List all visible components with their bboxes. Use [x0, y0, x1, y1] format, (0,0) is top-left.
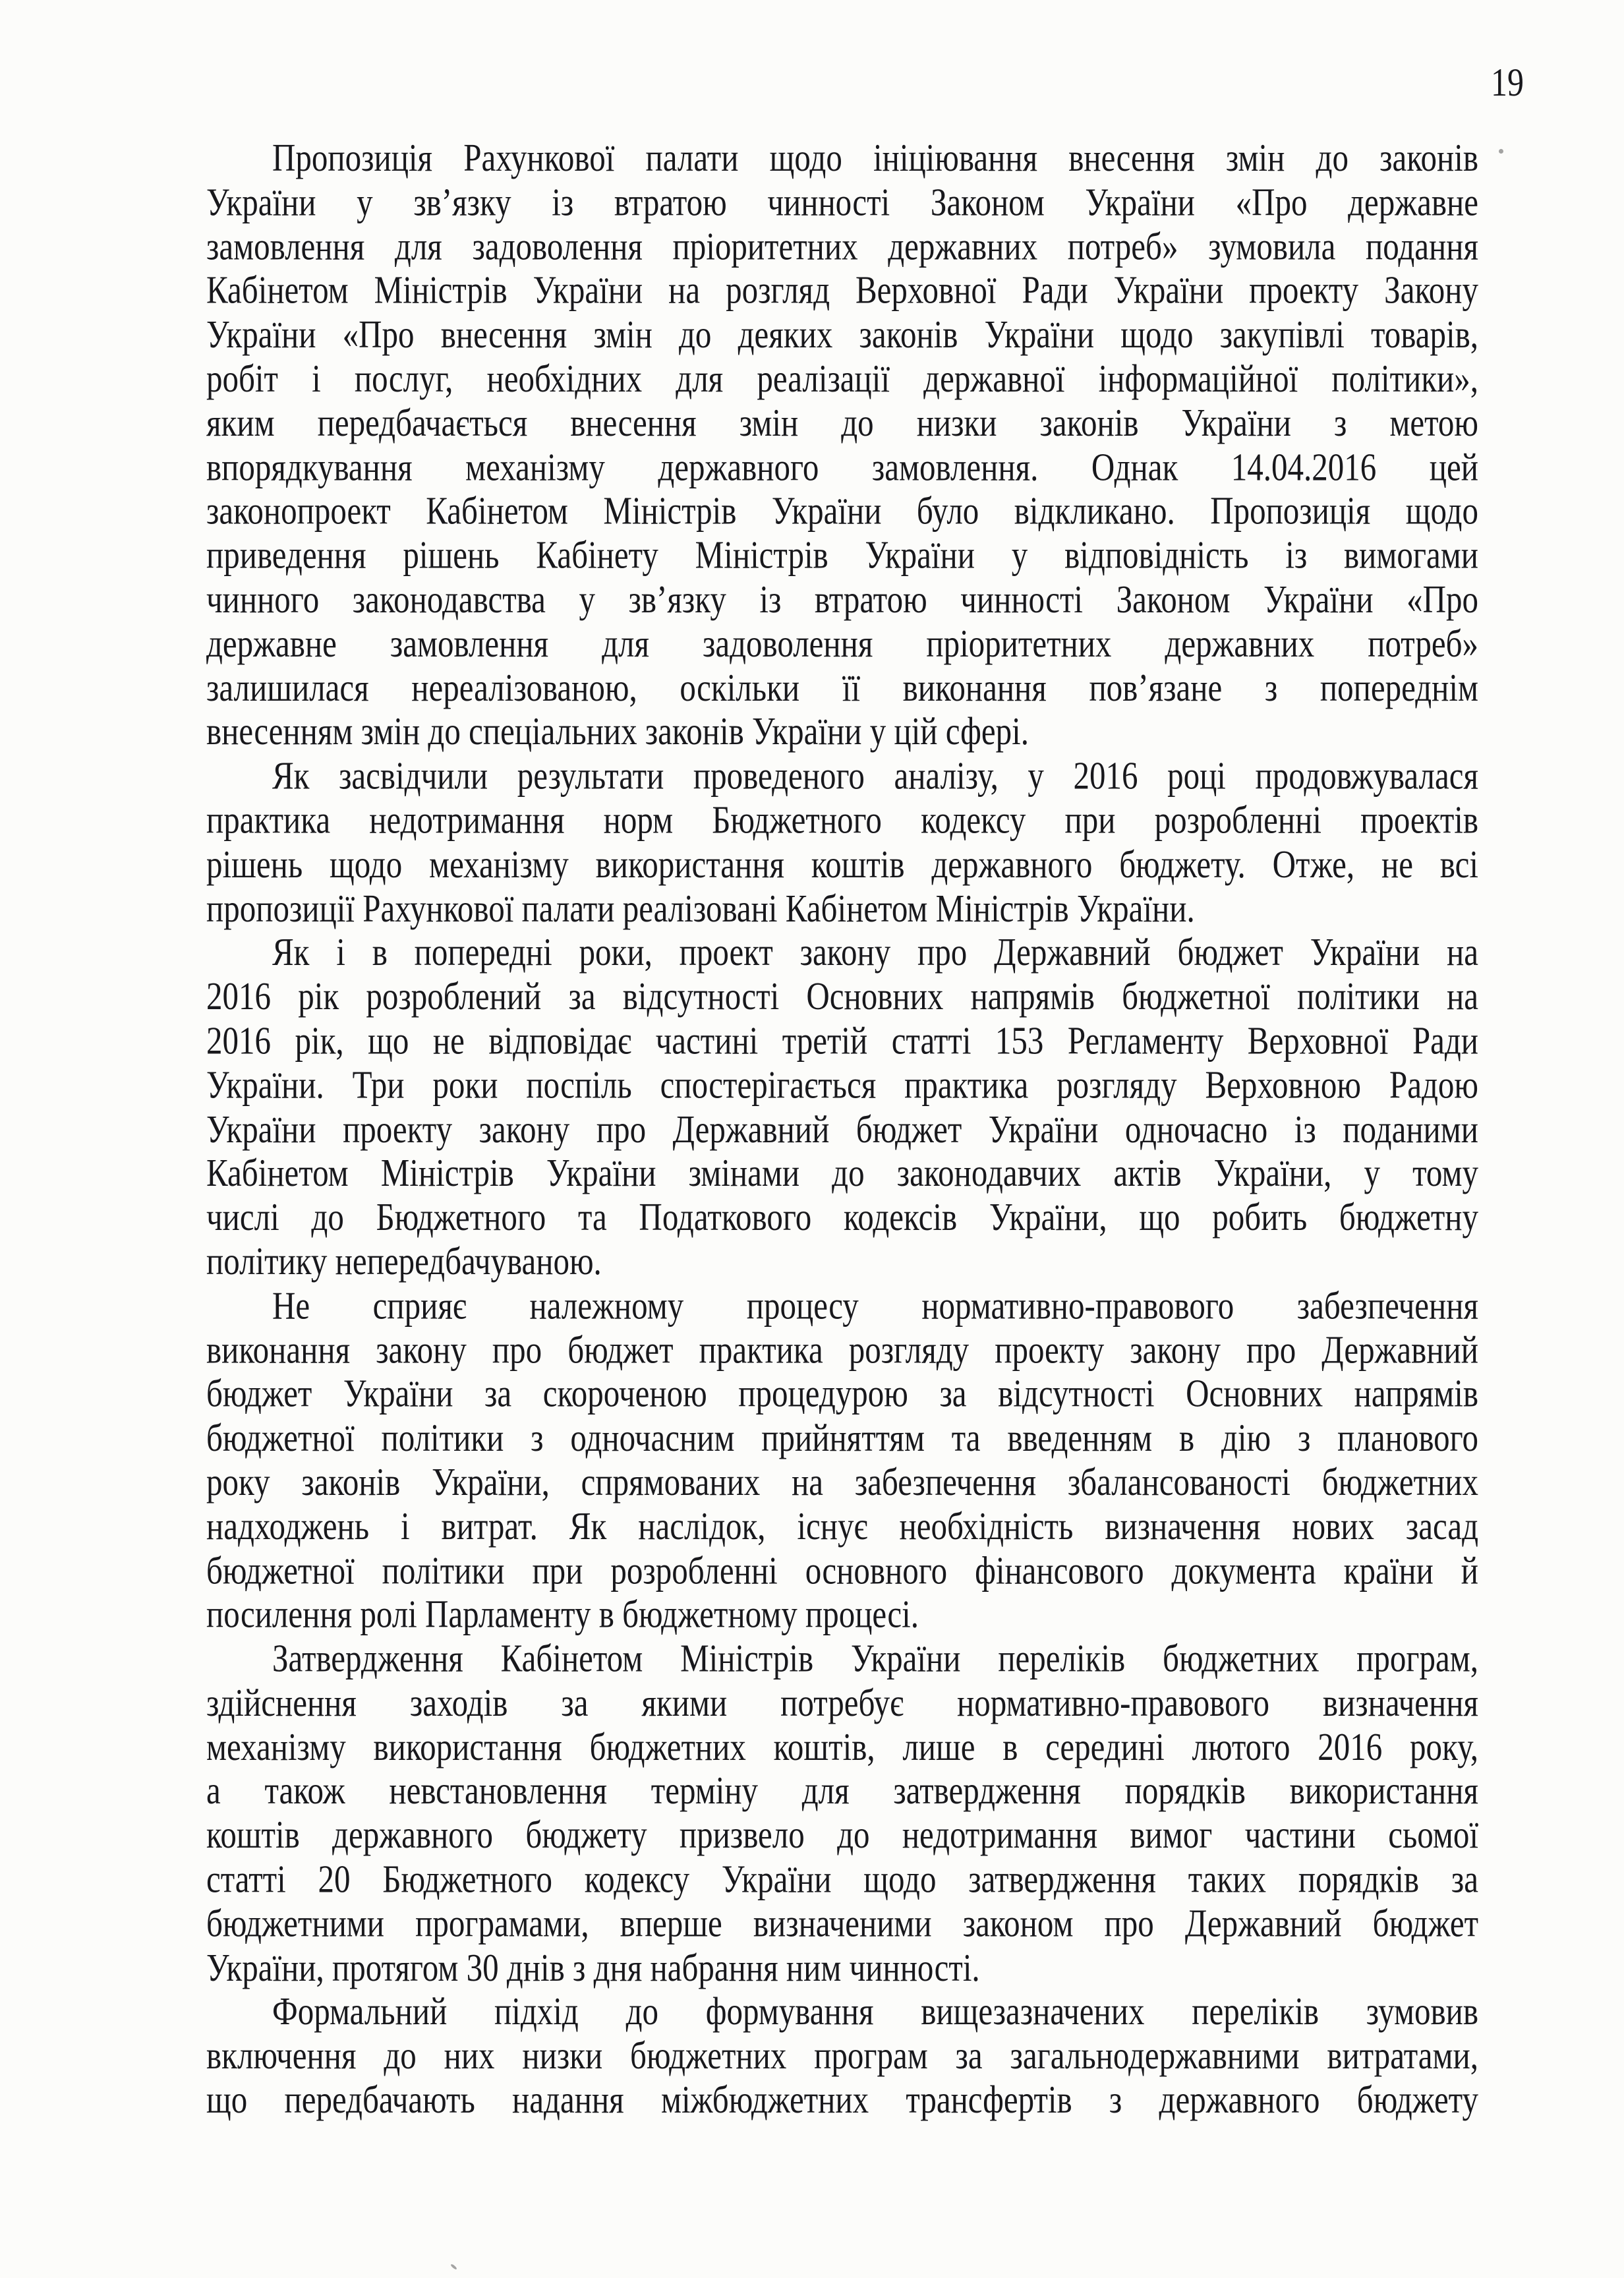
text-line: надходжень і витрат. Як наслідок, існує необхідність визначення нових засад: [206, 1504, 1478, 1548]
text-line: посилення ролі Парламенту в бюджетному процесі.: [206, 1592, 919, 1636]
text-line: бюджетної політики з одночасним прийняттям та введенням в дію з планового: [206, 1416, 1478, 1460]
paragraph: [206, 754, 1478, 931]
text-line: коштів державного бюджету призвело до недотримання вимог частини сьомої: [206, 1813, 1478, 1857]
text-line: чинного законодавства у зв’язку із втратою чинності Законом України «Про: [206, 577, 1478, 621]
text-line: бюджет України за скороченою процедурою за відсутності Основних напрямів: [206, 1372, 1478, 1416]
text-line: законопроект Кабінетом Міністрів України було відкликано. Пропозиція щодо: [206, 489, 1478, 533]
text-line: України проекту закону про Державний бюджет України одночасно із поданими: [206, 1107, 1478, 1151]
text-line: виконання закону про бюджет практика розгляду проекту закону про Державний: [206, 1328, 1478, 1372]
scan-speck: [1499, 149, 1503, 154]
scan-speck: [450, 2263, 457, 2270]
text-line: Як і в попередні роки, проект закону про Державний бюджет України на: [272, 930, 1478, 974]
text-line: 2016 рік розроблений за відсутності Основних напрямів бюджетної політики на: [206, 974, 1478, 1018]
text-line: бюджетної політики при розробленні основного фінансового документа країни й: [206, 1548, 1478, 1592]
text-line: здійснення заходів за якими потребує нормативно-правового визначення: [206, 1680, 1478, 1724]
text-line: що передбачають надання міжбюджетних трансфертів з державного бюджету: [206, 2078, 1478, 2122]
text-line: статті 20 Бюджетного кодексу України щодо затвердження таких порядків за: [206, 1857, 1478, 1901]
text-line: України. Три роки поспіль спостерігається практика розгляду Верховною Радою: [206, 1063, 1478, 1107]
text-line: включення до них низки бюджетних програм за загальнодержавними витратами,: [206, 2033, 1478, 2078]
text-line: рішень щодо механізму використання коштів державного бюджету. Отже, не всі: [206, 842, 1478, 886]
text-line: року законів України, спрямованих на забезпечення збалансованості бюджетних: [206, 1460, 1478, 1504]
text-line: Формальний підхід до формування вищезазначених переліків зумовив: [272, 1989, 1478, 2033]
text-line: практика недотримання норм Бюджетного кодексу при розробленні проектів: [206, 798, 1478, 842]
text-line: України «Про внесення змін до деяких законів України щодо закупівлі товарів,: [206, 312, 1478, 357]
text-line: державне замовлення для задоволення пріоритетних державних потреб»: [206, 621, 1478, 665]
paragraph: [206, 1990, 1478, 2122]
text-line: а також невстановлення терміну для затвердження порядків використання: [206, 1768, 1478, 1813]
document-body: [206, 136, 1478, 2122]
text-line: Кабінетом Міністрів України змінами до законодавчих актів України, у тому: [206, 1151, 1478, 1195]
page-number: 19: [1491, 60, 1524, 105]
text-line: Не сприяє належному процесу нормативно-правового забезпечення: [272, 1283, 1478, 1328]
text-line: замовлення для задоволення пріоритетних державних потреб» зумовила подання: [206, 224, 1478, 268]
text-line: Як засвідчили результати проведеного аналізу, у 2016 році продовжувалася: [272, 753, 1478, 798]
text-line: впорядкування механізму державного замовлення. Однак 14.04.2016 цей: [206, 445, 1478, 489]
text-line: яким передбачається внесення змін до низки законів України з метою: [206, 401, 1478, 445]
text-line: 2016 рік, що не відповідає частині третій статті 153 Регламенту Верховної Ради: [206, 1018, 1478, 1063]
text-line: механізму використання бюджетних коштів, лише в середині лютого 2016 року,: [206, 1724, 1478, 1768]
text-line: числі до Бюджетного та Податкового кодексів України, що робить бюджетну: [206, 1195, 1478, 1239]
text-line: внесенням змін до спеціальних законів України у цій сфері.: [206, 709, 1029, 753]
text-line: політику непередбачуваною.: [206, 1239, 602, 1283]
paragraph: [206, 136, 1478, 753]
text-line: України, протягом 30 днів з дня набрання ним чинності.: [206, 1945, 980, 1989]
text-line: Пропозиція Рахункової палати щодо ініціювання внесення змін до законів: [272, 136, 1478, 180]
text-line: залишилася нереалізованою, оскільки її виконання пов’язане з попереднім: [206, 665, 1478, 709]
text-line: України у зв’язку із втратою чинності Законом України «Про державне: [206, 180, 1478, 224]
text-line: робіт і послуг, необхідних для реалізації державної інформаційної політики»,: [206, 357, 1478, 401]
text-line: бюджетними програмами, вперше визначеними законом про Державний бюджет: [206, 1901, 1478, 1945]
text-line: Кабінетом Міністрів України на розгляд Верховної Ради України проекту Закону: [206, 268, 1478, 312]
text-line: пропозиції Рахункової палати реалізовані Кабінетом Міністрів України.: [206, 886, 1195, 930]
paragraph: [206, 1637, 1478, 1990]
text-line: приведення рішень Кабінету Міністрів України у відповідність із вимогами: [206, 533, 1478, 577]
paragraph: [206, 1283, 1478, 1637]
text-line: Затвердження Кабінетом Міністрів України переліків бюджетних програм,: [272, 1636, 1478, 1680]
paragraph: [206, 931, 1478, 1284]
